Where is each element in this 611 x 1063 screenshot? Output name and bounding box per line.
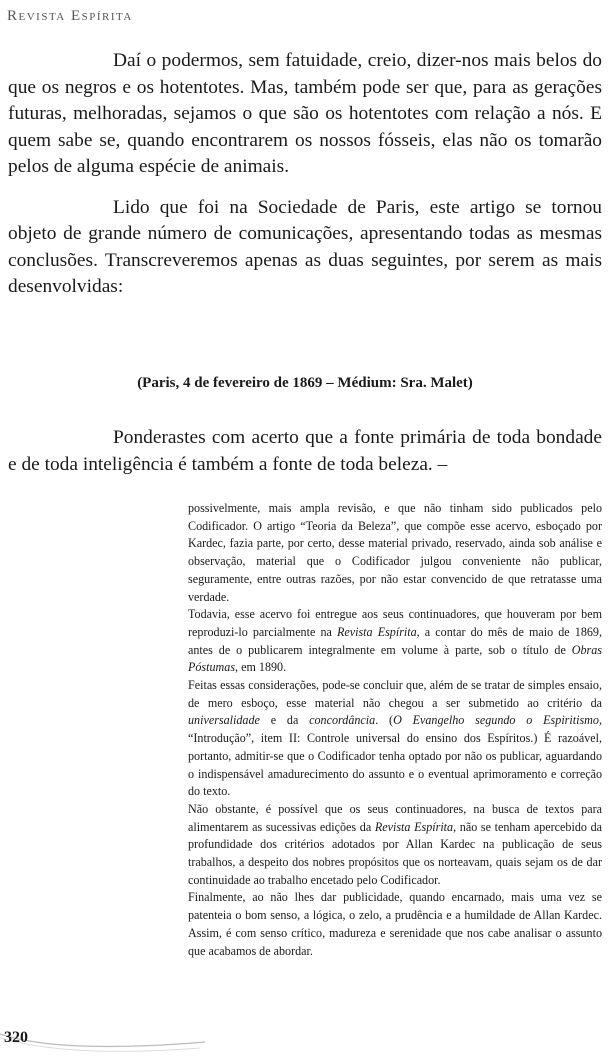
- decorative-curve-icon: [0, 1028, 210, 1058]
- paragraph: Ponderastes com acerto que a fonte primária de toda bondade e de toda inteligência é também a fonte de toda beleza. –: [8, 427, 602, 475]
- paragraph: Lido que foi na Sociedade de Paris, este artigo se tornou objeto de grande número de comunicações, apresentando todas as mesmas conclusões. Transcreveremos apenas as duas seguintes, por serem as mais desenvolvidas:: [8, 196, 602, 297]
- note-paragraph: Finalmente, ao não lhes dar publicidade, quando encarnado, mais uma vez se patenteia o bom senso, a lógica, o zelo, a prudência e a humildade de Allan Kardec. Assim, é com senso crítico, madureza e serenidade que nos cabe analisar o assunto que acabamos de abordar.: [188, 890, 602, 958]
- running-header: Revista Espírita: [7, 8, 133, 24]
- note-paragraph: Não obstante, é possível que os seus continuadores, na busca de textos para alimentarem as sucessivas edições da Revista Espírita, não se tenham apercebido da profundidade dos critérios adotados por Allan Kardec na publicação de seus trabalhos, a despeito dos nobres propósitos que os norteavam, quais sejam os de dar continuidade ao trabalho encetado pelo Codificador.: [188, 801, 602, 887]
- communication-heading: (Paris, 4 de fevereiro de 1869 – Médium: Sra. Malet): [137, 375, 473, 391]
- page-number: 320: [4, 1029, 28, 1046]
- paragraph: Daí o podermos, sem fatuidade, creio, dizer-nos mais belos do que os negros e os hotentotes. Mas, também pode ser que, para as gerações futuras, melhoradas, sejamos o que são os hotentotes com relação a nós. E quem sabe se, quando encontrarem os nossos fósseis, elas não os tomarão pelos de alguma espécie de animais.: [8, 50, 602, 177]
- main-text: [8, 48, 602, 301]
- main-text-continued: [8, 425, 602, 478]
- note-paragraph: Feitas essas considerações, pode-se concluir que, além de se tratar de simples ensaio, de mero esboço, esse material não chegou a ser submetido ao critério da universalidade e da concordância. (O Evangelho segundo o Espiritismo, “Introdução”, item II: Controle universal do ensino dos Espíritos.) É razoável, portanto, admitir-se que o Codificador tenha optado por não os publicar, aguardando o indispensável amadurecimento do assunto e o eventual aprimoramento e correção do texto.: [188, 678, 602, 799]
- note-paragraph: possivelmente, mais ampla revisão, e que não tinham sido publicados pelo Codificador. O artigo “Teoria da Beleza”, que compõe esse acervo, esboçado por Kardec, fazia parte, por certo, desse material privado, reservado, ainda sob análise e observação, material que o Codificador julgou conveniente não publicar, seguramente, entre outras razões, por não estar convencido de que retratasse uma verdade.: [188, 501, 602, 604]
- footnote-block: [188, 500, 602, 960]
- note-paragraph: Todavia, esse acervo foi entregue aos seus continuadores, que houveram por bem reproduzi-lo parcialmente na Revista Espírita, a contar do mês de maio de 1869, antes de o publicarem integralmente em volume à parte, sob o título de Obras Póstumas, em 1890.: [188, 607, 602, 675]
